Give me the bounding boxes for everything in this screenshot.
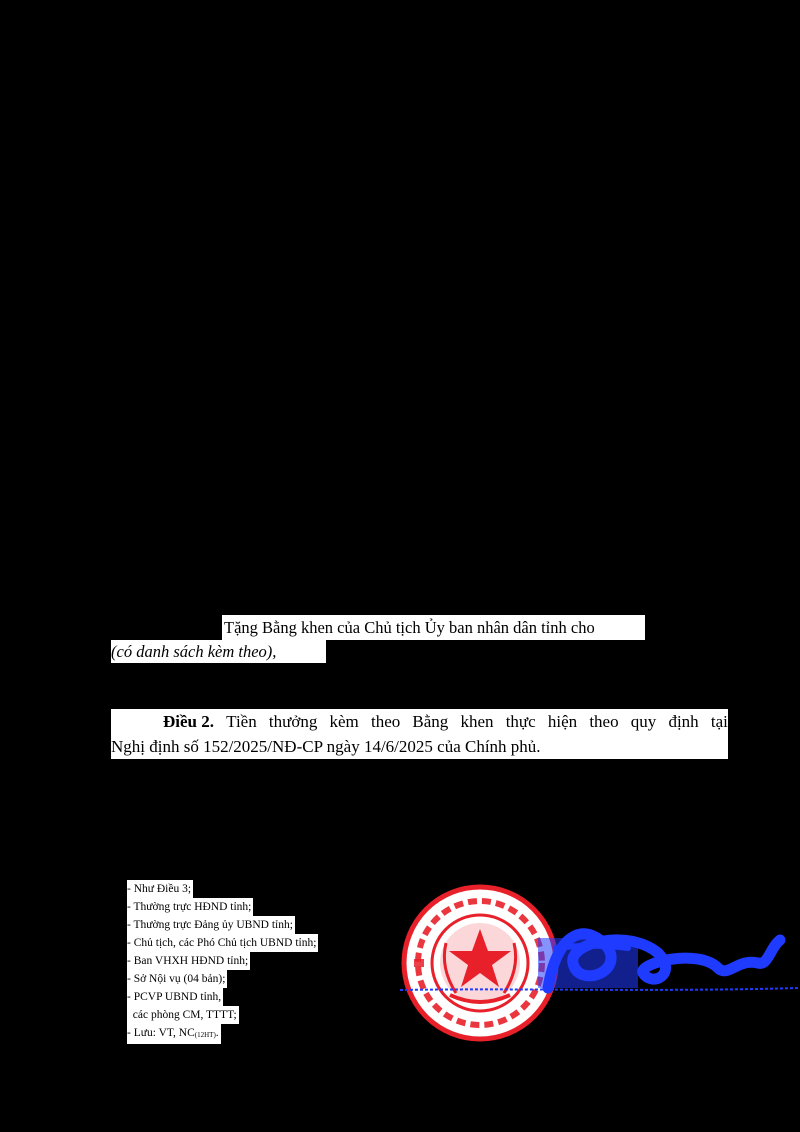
article-2-word: định [668,712,699,731]
article-2-word: theo [370,712,401,731]
recipient-item: - Thường trực Đảng ủy UBND tỉnh; [127,916,295,934]
article-2 [111,709,728,759]
recipient-archive: - Lưu: VT, $NC_{(12HT)}$. [127,1024,221,1044]
article-2-word: quy [630,712,657,731]
signature-icon [398,918,800,998]
article-2-word: Tiền [226,712,257,731]
list-note: (có danh sách kèm theo), [111,640,326,663]
grant-line: Tặng Bằng khen của Chủ tịch Ủy ban nhân dân tỉnh cho [222,615,645,640]
recipient-item: - Như Điều 3; [127,880,193,898]
article-2-word: theo [589,712,619,731]
article-2-word: thực [505,712,536,731]
recipient-item: - PCVP UBND tỉnh, [127,988,223,1006]
article-2-label: Điều 2. [163,712,214,731]
recipient-item: các phòng CM, TTTT; [127,1006,239,1024]
article-2-word: hiện [547,712,578,731]
article-2-line-2: Nghị định số 152/2025/NĐ-CP ngày 14/6/2025 của Chính phủ. [111,737,541,756]
article-2-word: kèm [329,712,359,731]
article-2-word: Bằng [412,712,449,731]
recipient-item: - Sở Nội vụ (04 bản); [127,970,227,988]
article-2-word: thưởng [268,712,318,731]
recipient-item: - Chủ tịch, các Phó Chủ tịch UBND tỉnh; [127,934,318,952]
recipient-item: - Thường trực HĐND tỉnh; [127,898,253,916]
recipients-list [127,880,375,1050]
article-2-word: tại [710,712,728,731]
article-2-line-1 [111,709,728,734]
recipient-item: - Ban VHXH HĐND tỉnh; [127,952,250,970]
article-2-word: khen [460,712,494,731]
